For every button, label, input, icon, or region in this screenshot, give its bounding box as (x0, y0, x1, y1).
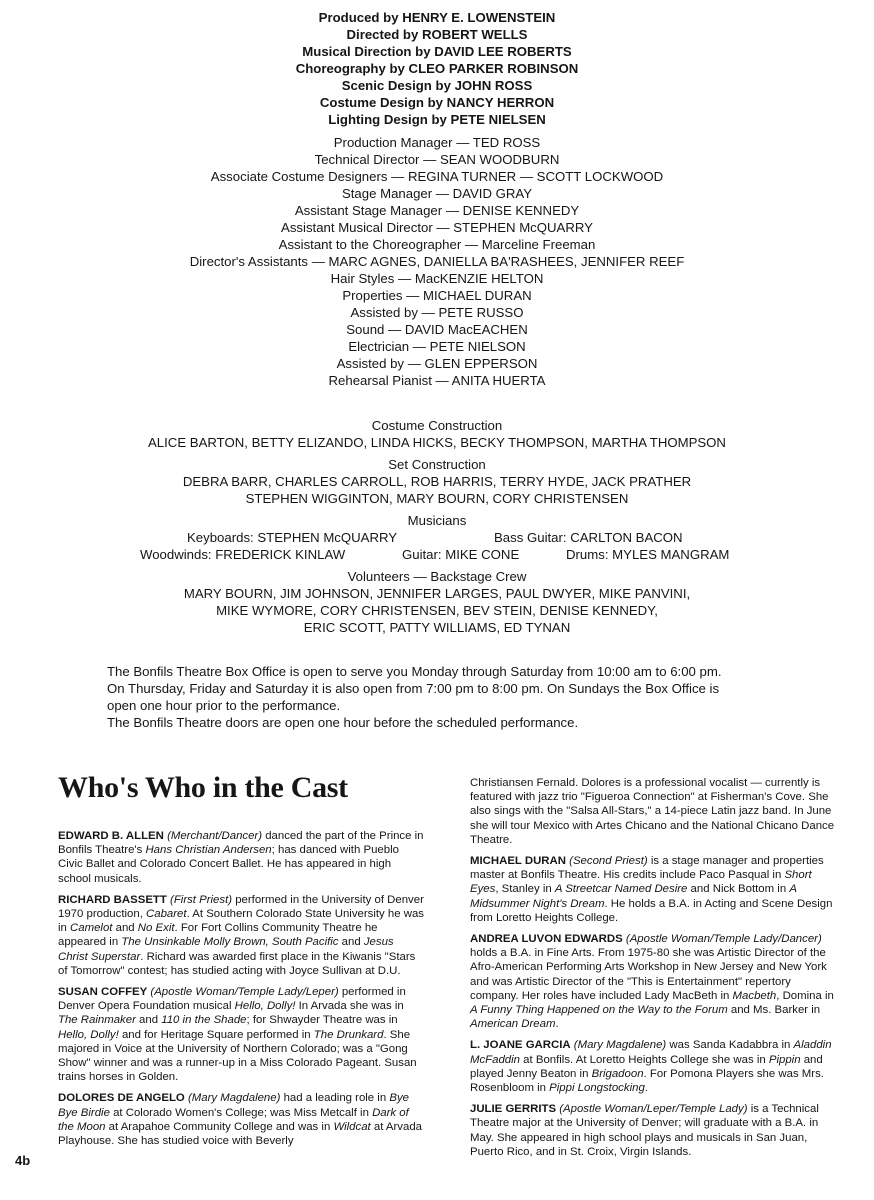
bio-text: danced the part of the Prince in Bonfils Theatre's (58, 830, 424, 857)
credit-producer: Produced by HENRY E. LOWENSTEIN (318, 10, 556, 25)
show-title: Macbeth (732, 989, 777, 1002)
staff-credit: Stage Manager — DAVID GRAY (341, 186, 533, 201)
staff-credit: Associate Costume Designers — REGINA TURNER — SCOTT LOCKWOOD (210, 169, 664, 184)
show-title: Brigadoon (591, 1067, 644, 1080)
credit-lighting-design: Lighting Design by PETE NIELSEN (328, 112, 546, 127)
cast-member-name: JULIE GERRITS (470, 1103, 557, 1116)
bio-text: had a leading role in (283, 1092, 390, 1105)
show-title: Short Eyes (470, 869, 812, 896)
bio-text: . She majored in Voice at the University of Northern Colorado; was a "Gong Show" winner and was a runner-up in a Miss Colorado Pageant. Susan trains horses in Golden. (58, 1028, 417, 1084)
musicians-heading: Musicians (407, 513, 467, 528)
musician-keyboards: Keyboards: STEPHEN McQUARRY (187, 530, 398, 545)
show-title: The Drunkard (313, 1028, 384, 1041)
credit-costume-design: Costume Design by NANCY HERRON (319, 95, 555, 110)
cast-bio (58, 985, 424, 1084)
show-title: A Streetcar Named Desire (554, 883, 688, 896)
bio-text: and (112, 922, 138, 935)
staff-credit: Assistant Stage Manager — DENISE KENNEDY (294, 203, 580, 218)
staff-credit: Assistant to the Choreographer — Marceline Freeman (278, 237, 596, 252)
box-office-line: The Bonfils Theatre Box Office is open to serve you Monday through Saturday from 10:00 am to 6:00 pm. (107, 664, 722, 679)
cast-bio (470, 1102, 838, 1159)
musicians-row (0, 529, 874, 546)
staff-credit: Technical Director — SEAN WOODBURN (314, 152, 560, 167)
staff-credit: Properties — MICHAEL DURAN (342, 288, 532, 303)
cast-member-role: (Apostle Woman/Leper/Temple Lady) (559, 1103, 748, 1116)
volunteers-names: ERIC SCOTT, PATTY WILLIAMS, ED TYNAN (303, 620, 571, 635)
bio-text: . He holds a B.A. in Acting and Scene Design from Loretto Heights College. (470, 897, 833, 924)
show-title: No Exit (137, 922, 175, 935)
bio-text: . At Southern Colorado State University he was in (58, 908, 424, 935)
cast-bio (58, 893, 424, 978)
set-construction-names: STEPHEN WIGGINTON, MARY BOURN, CORY CHRISTENSEN (245, 491, 629, 506)
bio-text: ; has danced with Pueblo Civic Ballet and Colorado Concert Ballet. He has appeared in high school musicals. (58, 844, 399, 885)
cast-member-role: (Mary Magdalene) (187, 1092, 281, 1105)
bio-text: . Richard was awarded first place in the Kiwanis "Stars of Tomorrow" contest; has studied acting with Joyce Sullivan at D.U. (58, 950, 416, 977)
musician-woodwinds: Woodwinds: FREDERICK KINLAW (140, 547, 346, 562)
show-title: A Funny Thing Happened on the Way to the Forum (470, 1004, 728, 1017)
show-title: Dark of the Moon (58, 1106, 409, 1133)
box-office-line: The Bonfils Theatre doors are open one hour before the scheduled performance. (107, 715, 579, 730)
cast-member-role: (Apostle Woman/Temple Lady/Leper) (150, 986, 339, 999)
show-title: Camelot (70, 922, 113, 935)
musician-drums: Drums: MYLES MANGRAM (566, 547, 730, 562)
bio-text: at Arapahoe Community College and was in (105, 1120, 334, 1133)
staff-credit: Production Manager — TED ROSS (333, 135, 541, 150)
box-office-line: On Thursday, Friday and Saturday it is also open from 7:00 pm to 8:00 pm. On Sundays the Box Office is (107, 681, 720, 696)
show-title: A Midsummer Night's Dream (470, 883, 797, 910)
bio-text: . (555, 1018, 559, 1031)
bio-text: . (644, 1082, 648, 1095)
show-title: American Dream (470, 1018, 556, 1031)
cast-bio (470, 1038, 838, 1095)
bio-text: is a stage manager and properties master at Bonfils Theatre. His credits include Paco Pasqual in (470, 855, 824, 882)
costume-construction-heading: Costume Construction (371, 418, 503, 433)
bio-text: at Arvada Playhouse. She has studied voice with Beverly (58, 1120, 422, 1148)
cast-bio (58, 829, 424, 886)
credit-musical-director: Musical Direction by DAVID LEE ROBERTS (302, 44, 572, 59)
show-title: Wildcat (333, 1120, 371, 1133)
bio-text: and played Jenny Beaton in (470, 1053, 823, 1080)
musician-bass: Bass Guitar: CARLTON BACON (494, 530, 683, 545)
volunteers-heading: Volunteers — Backstage Crew (347, 569, 527, 584)
show-title: 110 in the Shade (161, 1014, 247, 1027)
volunteers-names: MIKE WYMORE, CORY CHRISTENSEN, BEV STEIN, DENISE KENNEDY, (216, 603, 658, 618)
credit-choreographer: Choreography by CLEO PARKER ROBINSON (295, 61, 579, 76)
bio-text: was Sanda Kadabbra in (669, 1039, 794, 1052)
cast-member-name: SUSAN COFFEY (58, 986, 148, 999)
staff-credit: Assisted by — GLEN EPPERSON (336, 356, 538, 371)
set-construction-names: DEBRA BARR, CHARLES CARROLL, ROB HARRIS, TERRY HYDE, JACK PRATHER (182, 474, 692, 489)
staff-credit: Hair Styles — MacKENZIE HELTON (330, 271, 544, 286)
box-office-info (107, 663, 787, 731)
page-number: 4b (15, 1153, 31, 1168)
bio-text: and for Heritage Square performed in (118, 1028, 314, 1041)
cast-member-name: EDWARD B. ALLEN (58, 830, 164, 842)
show-title: Cabaret (146, 908, 187, 921)
show-title: Hello, Dolly! (234, 1000, 296, 1013)
staff-credit: Assisted by — PETE RUSSO (350, 305, 524, 320)
bio-text: , Domina in (776, 989, 834, 1002)
volunteers-names: MARY BOURN, JIM JOHNSON, JENNIFER LARGES, PAUL DWYER, MIKE PANVINI, (183, 586, 691, 601)
bio-text: at Bonfils. At Loretto Heights College she was in (520, 1053, 769, 1066)
bio-text: and (135, 1014, 162, 1027)
cast-member-role: (Second Priest) (569, 855, 648, 868)
cast-member-name: ANDREA LUVON EDWARDS (470, 933, 623, 946)
show-title: Jesus Christ Superstar (58, 936, 394, 963)
bio-text: is a Technical Theatre major at the University of Denver; will graduate with a B.A. in May. She appeared in high school plays and musicals in San Juan, Puerto Rico, and in St. Croix, Virgin Islands. (470, 1103, 819, 1158)
cast-bio (470, 776, 838, 847)
production-credits (0, 9, 874, 389)
bio-text: performed in Denver Opera Foundation musical (58, 986, 406, 1013)
crew-credits (0, 417, 874, 636)
bio-text: at Colorado Women's College; was Miss Metcalf in (109, 1106, 373, 1119)
cast-bio (470, 854, 838, 925)
show-title: Bye Bye Birdie (58, 1092, 409, 1119)
show-title: Hello, Dolly! (58, 1028, 119, 1041)
cast-member-role: (Apostle Woman/Temple Lady/Dancer) (625, 933, 822, 946)
bio-text: and Ms. Barker in (727, 1004, 821, 1017)
musicians-row (0, 546, 874, 563)
box-office-line: open one hour prior to the performance. (107, 698, 341, 713)
costume-construction-names: ALICE BARTON, BETTY ELIZANDO, LINDA HICKS, BECKY THOMPSON, MARTHA THOMPSON (148, 435, 726, 450)
bio-text: Christiansen Fernald. Dolores is a professional vocalist — currently is featured with jazz trio "Figueroa Connection" at Fisherman's Cove. She also sings with the "Salsa All-Stars," a 14-piece Latin jazz band. In June she will tour Mexico with Artes Chicano and the National Chicano Dance Theatre. (470, 777, 835, 846)
musician-guitar: Guitar: MIKE CONE (402, 547, 520, 562)
cast-member-name: L. JOANE GARCIA (470, 1039, 571, 1052)
cast-section-title: Who's Who in the Cast (58, 771, 348, 804)
credit-director: Directed by ROBERT WELLS (346, 27, 528, 42)
show-title: Pippin (768, 1053, 801, 1066)
cast-member-name: DOLORES DE ANGELO (58, 1092, 185, 1105)
cast-column-left (58, 829, 424, 1155)
staff-credit: Sound — DAVID MacEACHEN (346, 322, 528, 337)
set-construction-heading: Set Construction (388, 457, 486, 472)
staff-credit: Assistant Musical Director — STEPHEN McQUARRY (281, 220, 593, 235)
cast-member-role: (Mary Magdalene) (573, 1039, 667, 1052)
cast-column-right (470, 776, 838, 1166)
show-title: Hans Christian Andersen (145, 844, 272, 857)
bio-text: holds a B.A. in Fine Arts. From 1975-80 she was Artistic Director of the Afro-American Performing Arts Workshop in New Jersey and New York and was Artistic Director of the "This is Entertainment" repertory company. Her roles have included Lady MacBeth in (470, 947, 827, 1002)
cast-member-role: (First Priest) (170, 893, 233, 906)
staff-credit: Rehearsal Pianist — ANITA HUERTA (328, 373, 546, 388)
show-title: Aladdin McFaddin (470, 1039, 832, 1066)
bio-text: , Stanley in (495, 883, 555, 896)
cast-member-role: (Merchant/Dancer) (167, 830, 263, 842)
cast-member-name: RICHARD BASSETT (58, 893, 167, 906)
show-title: The Rainmaker (58, 1014, 136, 1027)
show-title: The Unsinkable Molly Brown, South Pacific (121, 936, 339, 949)
bio-text: . For Fort Collins Community Theatre he appeared in (58, 922, 378, 949)
credit-scenic-design: Scenic Design by JOHN ROSS (341, 78, 533, 93)
cast-bio (470, 932, 838, 1031)
bio-text: and Nick Bottom in (687, 883, 790, 896)
staff-credit: Electrician — PETE NIELSON (348, 339, 526, 354)
bio-text: . For Pomona Players she was Mrs. Rosenbloom in (470, 1067, 824, 1095)
bio-text: In Arvada she was in (295, 1000, 404, 1013)
show-title: Pippi Longstocking (549, 1082, 645, 1095)
cast-member-name: MICHAEL DURAN (470, 855, 566, 868)
bio-text: ; for Shwayder Theatre was in (246, 1014, 398, 1027)
bio-text: performed in the University of Denver 1970 production, (58, 893, 424, 921)
staff-credit: Director's Assistants — MARC AGNES, DANIELLA BA'RASHEES, JENNIFER REEF (189, 254, 685, 269)
bio-text: and (338, 936, 364, 949)
cast-bio (58, 1091, 424, 1148)
